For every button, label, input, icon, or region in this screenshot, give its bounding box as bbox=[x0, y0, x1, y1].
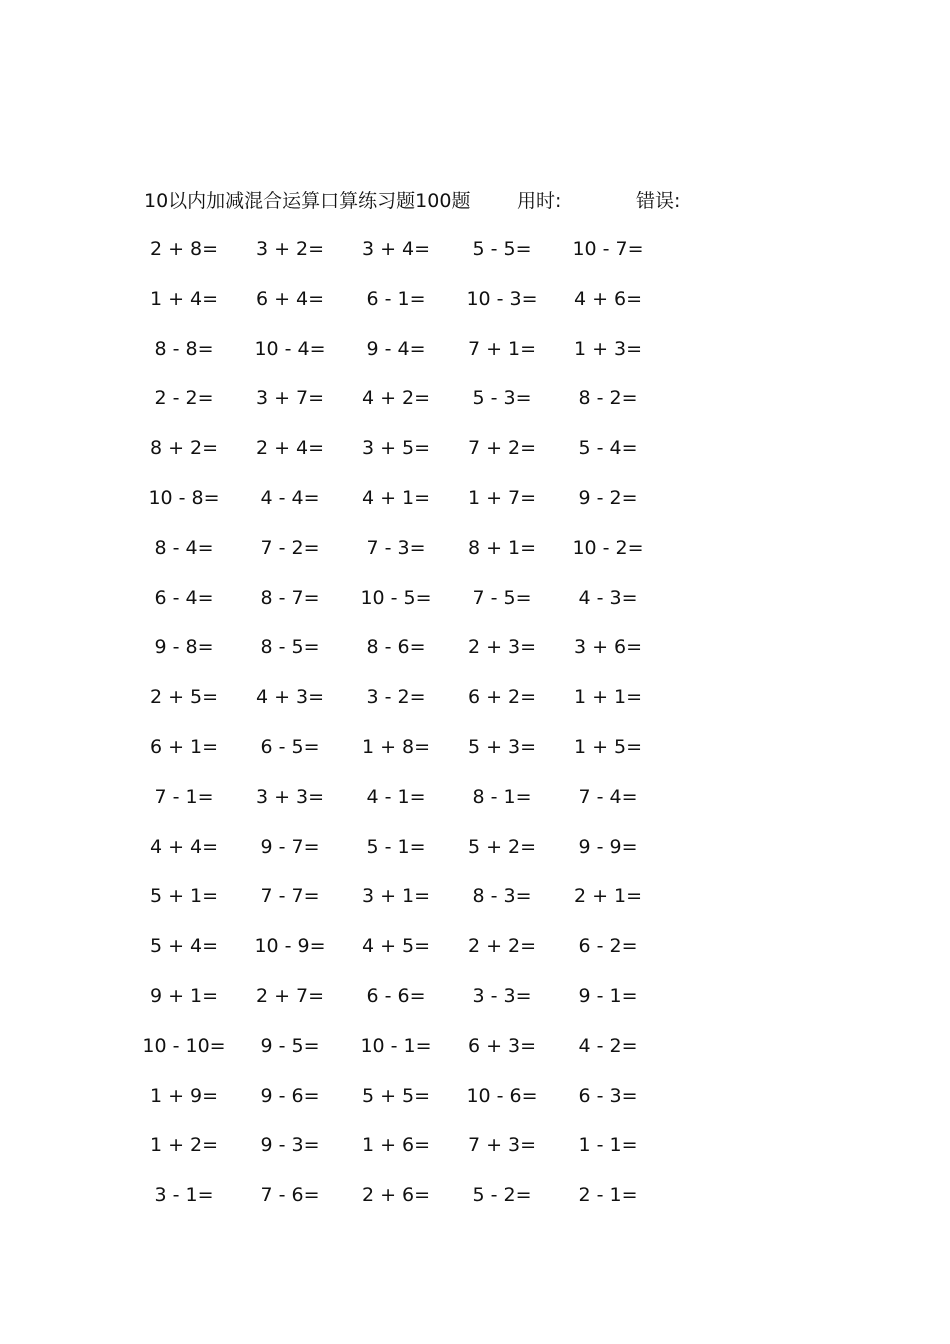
arithmetic-problem: 4 + 2= bbox=[361, 387, 431, 410]
arithmetic-problem: 3 + 6= bbox=[573, 636, 643, 659]
arithmetic-problem: 6 - 3= bbox=[578, 1084, 638, 1107]
arithmetic-problem: 10 - 9= bbox=[254, 935, 326, 958]
arithmetic-problem: 10 - 7= bbox=[572, 238, 644, 260]
arithmetic-problem: 7 - 1= bbox=[154, 785, 214, 808]
arithmetic-problem: 9 - 3= bbox=[260, 1134, 320, 1157]
arithmetic-problem: 2 - 2= bbox=[154, 387, 214, 410]
arithmetic-problem: 2 + 8= bbox=[149, 238, 219, 260]
arithmetic-problem: 6 - 2= bbox=[578, 935, 638, 958]
arithmetic-problem: 10 - 10= bbox=[142, 1034, 226, 1057]
arithmetic-problem: 1 + 1= bbox=[573, 686, 643, 709]
arithmetic-problem: 6 + 3= bbox=[467, 1034, 537, 1057]
arithmetic-problem: 6 - 4= bbox=[154, 586, 214, 609]
arithmetic-problem: 4 + 1= bbox=[361, 487, 431, 509]
arithmetic-problem: 8 - 5= bbox=[260, 636, 320, 659]
arithmetic-problem: 7 - 6= bbox=[260, 1184, 320, 1207]
arithmetic-problem: 7 + 1= bbox=[467, 337, 537, 360]
arithmetic-problem: 9 - 2= bbox=[578, 487, 638, 509]
arithmetic-problem: 1 + 9= bbox=[149, 1084, 219, 1107]
arithmetic-problem: 5 - 3= bbox=[472, 387, 532, 410]
arithmetic-problem: 9 - 7= bbox=[260, 835, 320, 858]
arithmetic-problem: 3 + 1= bbox=[361, 885, 431, 908]
arithmetic-problem: 5 + 4= bbox=[149, 935, 219, 958]
arithmetic-problem: 9 - 9= bbox=[578, 835, 638, 858]
arithmetic-problem: 4 + 5= bbox=[361, 935, 431, 958]
arithmetic-problem: 8 - 8= bbox=[154, 337, 214, 360]
arithmetic-problem: 2 + 5= bbox=[149, 686, 219, 709]
arithmetic-problem: 7 + 2= bbox=[467, 437, 537, 460]
arithmetic-problem: 3 + 5= bbox=[361, 437, 431, 460]
arithmetic-problem: 2 + 4= bbox=[255, 437, 325, 460]
arithmetic-problem: 4 - 3= bbox=[578, 586, 638, 609]
arithmetic-problem: 4 + 4= bbox=[149, 835, 219, 858]
arithmetic-problem: 2 - 1= bbox=[578, 1184, 638, 1207]
arithmetic-problem: 8 - 2= bbox=[578, 387, 638, 410]
arithmetic-problem: 7 - 5= bbox=[472, 586, 532, 609]
arithmetic-problem: 5 + 3= bbox=[467, 736, 537, 758]
arithmetic-problem: 6 - 5= bbox=[260, 736, 320, 758]
arithmetic-problem: 8 - 3= bbox=[472, 885, 532, 908]
arithmetic-problem: 6 - 6= bbox=[366, 985, 426, 1007]
arithmetic-problem: 10 - 4= bbox=[254, 337, 326, 360]
arithmetic-problem: 1 + 8= bbox=[361, 736, 431, 758]
arithmetic-problem: 2 + 2= bbox=[467, 935, 537, 958]
arithmetic-problem: 1 + 6= bbox=[361, 1134, 431, 1157]
arithmetic-problem: 8 - 6= bbox=[366, 636, 426, 659]
arithmetic-problem: 10 - 6= bbox=[466, 1084, 538, 1107]
arithmetic-problem: 8 + 2= bbox=[149, 437, 219, 460]
arithmetic-problem: 7 - 4= bbox=[578, 785, 638, 808]
arithmetic-problem: 7 - 2= bbox=[260, 536, 320, 559]
arithmetic-problem: 8 - 1= bbox=[472, 785, 532, 808]
arithmetic-problem: 8 - 7= bbox=[260, 586, 320, 609]
arithmetic-problem: 3 - 2= bbox=[366, 686, 426, 709]
arithmetic-problem: 2 + 6= bbox=[361, 1184, 431, 1207]
arithmetic-problem: 8 + 1= bbox=[467, 536, 537, 559]
arithmetic-problem: 2 + 7= bbox=[255, 985, 325, 1007]
arithmetic-problem: 10 - 2= bbox=[572, 536, 644, 559]
arithmetic-problem: 5 - 4= bbox=[578, 437, 638, 460]
arithmetic-problem: 8 - 4= bbox=[154, 536, 214, 559]
arithmetic-problem: 2 + 1= bbox=[573, 885, 643, 908]
arithmetic-problem: 10 - 8= bbox=[148, 487, 220, 509]
arithmetic-problem: 9 - 8= bbox=[154, 636, 214, 659]
arithmetic-problem: 9 - 4= bbox=[366, 337, 426, 360]
arithmetic-problem: 7 + 3= bbox=[467, 1134, 537, 1157]
arithmetic-problem: 1 + 4= bbox=[149, 287, 219, 310]
arithmetic-problem: 1 + 3= bbox=[573, 337, 643, 360]
arithmetic-problem: 2 + 3= bbox=[467, 636, 537, 659]
arithmetic-problem: 3 + 7= bbox=[255, 387, 325, 410]
arithmetic-problem: 9 - 1= bbox=[578, 985, 638, 1007]
arithmetic-problem: 10 - 1= bbox=[360, 1034, 432, 1057]
arithmetic-problem: 9 - 5= bbox=[260, 1034, 320, 1057]
arithmetic-problem: 4 + 3= bbox=[255, 686, 325, 709]
arithmetic-problem: 5 + 1= bbox=[149, 885, 219, 908]
arithmetic-problem: 1 + 7= bbox=[467, 487, 537, 509]
arithmetic-problem: 4 + 6= bbox=[573, 287, 643, 310]
arithmetic-problem: 3 - 1= bbox=[154, 1184, 214, 1207]
arithmetic-problem: 3 + 2= bbox=[255, 238, 325, 260]
time-used-label: 用时: bbox=[517, 190, 562, 212]
arithmetic-problem: 3 + 4= bbox=[361, 238, 431, 260]
arithmetic-problem: 5 - 5= bbox=[472, 238, 532, 260]
arithmetic-problem: 1 + 5= bbox=[573, 736, 643, 758]
arithmetic-problem: 10 - 5= bbox=[360, 586, 432, 609]
arithmetic-problem: 5 - 1= bbox=[366, 835, 426, 858]
arithmetic-problem: 9 + 1= bbox=[149, 985, 219, 1007]
arithmetic-problem: 4 - 4= bbox=[260, 487, 320, 509]
arithmetic-problem: 4 - 2= bbox=[578, 1034, 638, 1057]
arithmetic-problem: 9 - 6= bbox=[260, 1084, 320, 1107]
arithmetic-problem: 1 + 2= bbox=[149, 1134, 219, 1157]
arithmetic-problem: 3 + 3= bbox=[255, 785, 325, 808]
arithmetic-problem: 10 - 3= bbox=[466, 287, 538, 310]
arithmetic-problem: 7 - 7= bbox=[260, 885, 320, 908]
arithmetic-problem: 5 + 5= bbox=[361, 1084, 431, 1107]
arithmetic-problem: 6 + 2= bbox=[467, 686, 537, 709]
worksheet-title: 10以内加减混合运算口算练习题100题 bbox=[144, 190, 471, 212]
arithmetic-problem: 6 + 1= bbox=[149, 736, 219, 758]
arithmetic-problem: 5 - 2= bbox=[472, 1184, 532, 1207]
arithmetic-problem: 3 - 3= bbox=[472, 985, 532, 1007]
arithmetic-problem: 1 - 1= bbox=[578, 1134, 638, 1157]
arithmetic-problem: 6 - 1= bbox=[366, 287, 426, 310]
arithmetic-problem: 4 - 1= bbox=[366, 785, 426, 808]
arithmetic-problem: 5 + 2= bbox=[467, 835, 537, 858]
arithmetic-problem: 6 + 4= bbox=[255, 287, 325, 310]
arithmetic-problem: 7 - 3= bbox=[366, 536, 426, 559]
error-count-label: 错误: bbox=[636, 190, 681, 212]
